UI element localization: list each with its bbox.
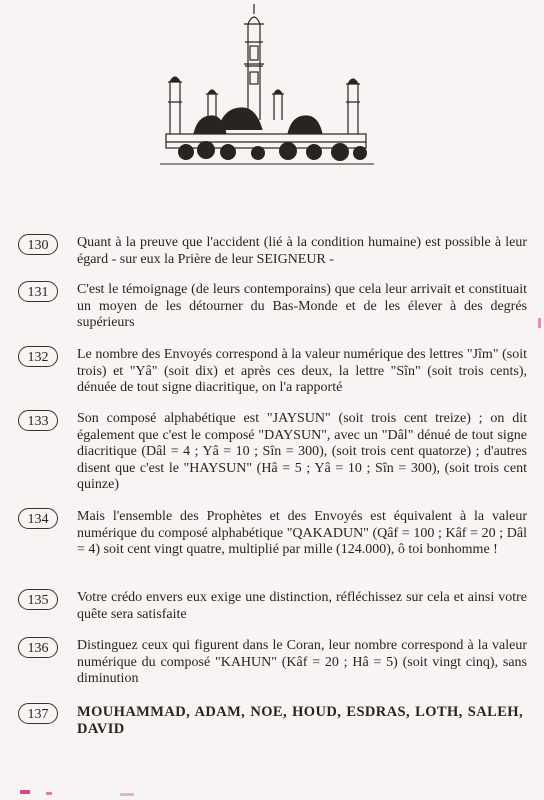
verse-text: MOUHAMMAD, ADAM, NOE, HOUD, ESDRAS, LOTH, SALEH, DAVID <box>77 704 523 737</box>
verse-text: Mais l'ensemble des Prophètes et des Envoyés est équivalent à la valeur numérique du composé alphabétique "QAKADUN" (Qâf = 100 ; Kâf = 20 ; Dâl = 4) soit cent vingt quatre, multiplié par mille (124.000), ô toi bonhomme ! <box>77 509 527 558</box>
bleed-through-mark <box>120 793 134 796</box>
verse-number-badge: 134 <box>18 508 58 529</box>
bleed-through-mark <box>538 318 541 328</box>
verse-text: Quant à la preuve que l'accident (lié à la condition humaine) est possible à leur égard - sur eux la Prière de leur SEIGNEUR - <box>77 235 527 267</box>
verse-text: Distinguez ceux qui figurent dans le Coran, leur nombre correspond à la valeur numérique du composé "KAHUN" (Kâf = 20 ; Hâ = 5) (soit vingt cinq), sans diminution <box>77 638 527 687</box>
verse-text: Son composé alphabétique est "JAYSUN" (soit trois cent treize) ; on dit également que c'est le composé "DAYSUN", avec un "Dâl" dénué de tout signe diacritique (Dâl = 4 ; Yâ = 10 ; Sîn = 300), (soit trois cent quatorze) ; d'autres disent que c'est le "HAYSUN" (Hâ = 5 ; Yâ = 10 ; Sîn = 300), (soit trois cent quinze) <box>77 411 527 493</box>
verse-text: Votre crédo envers eux exige une distinction, réfléchissez sur cela et ainsi votre quête sera satisfaite <box>77 590 527 622</box>
verse-text: C'est le témoignage (de leurs contemporains) que cela leur arrivait et constituait un moyen de les détourner du Bas-Monde et de les élever à des degrés supérieurs <box>77 282 527 331</box>
mosque-illustration <box>158 2 378 170</box>
verse-number-badge: 136 <box>18 637 58 658</box>
verse-number-badge: 131 <box>18 281 58 302</box>
verse-number-badge: 137 <box>18 703 58 724</box>
verse-number-badge: 133 <box>18 410 58 431</box>
verse-number-badge: 135 <box>18 589 58 610</box>
verse-number-badge: 130 <box>18 234 58 255</box>
verse-text: Le nombre des Envoyés correspond à la valeur numérique des lettres "Jîm" (soit trois) et "Yâ" (soit dix) et après ces deux, la lettre "Sîn" (soit trois cents), dénuée de tout signe diacritique, on l'a rapporté <box>77 347 527 396</box>
bleed-through-mark <box>46 792 52 795</box>
bleed-through-mark <box>20 790 30 794</box>
verse-number-badge: 132 <box>18 346 58 367</box>
